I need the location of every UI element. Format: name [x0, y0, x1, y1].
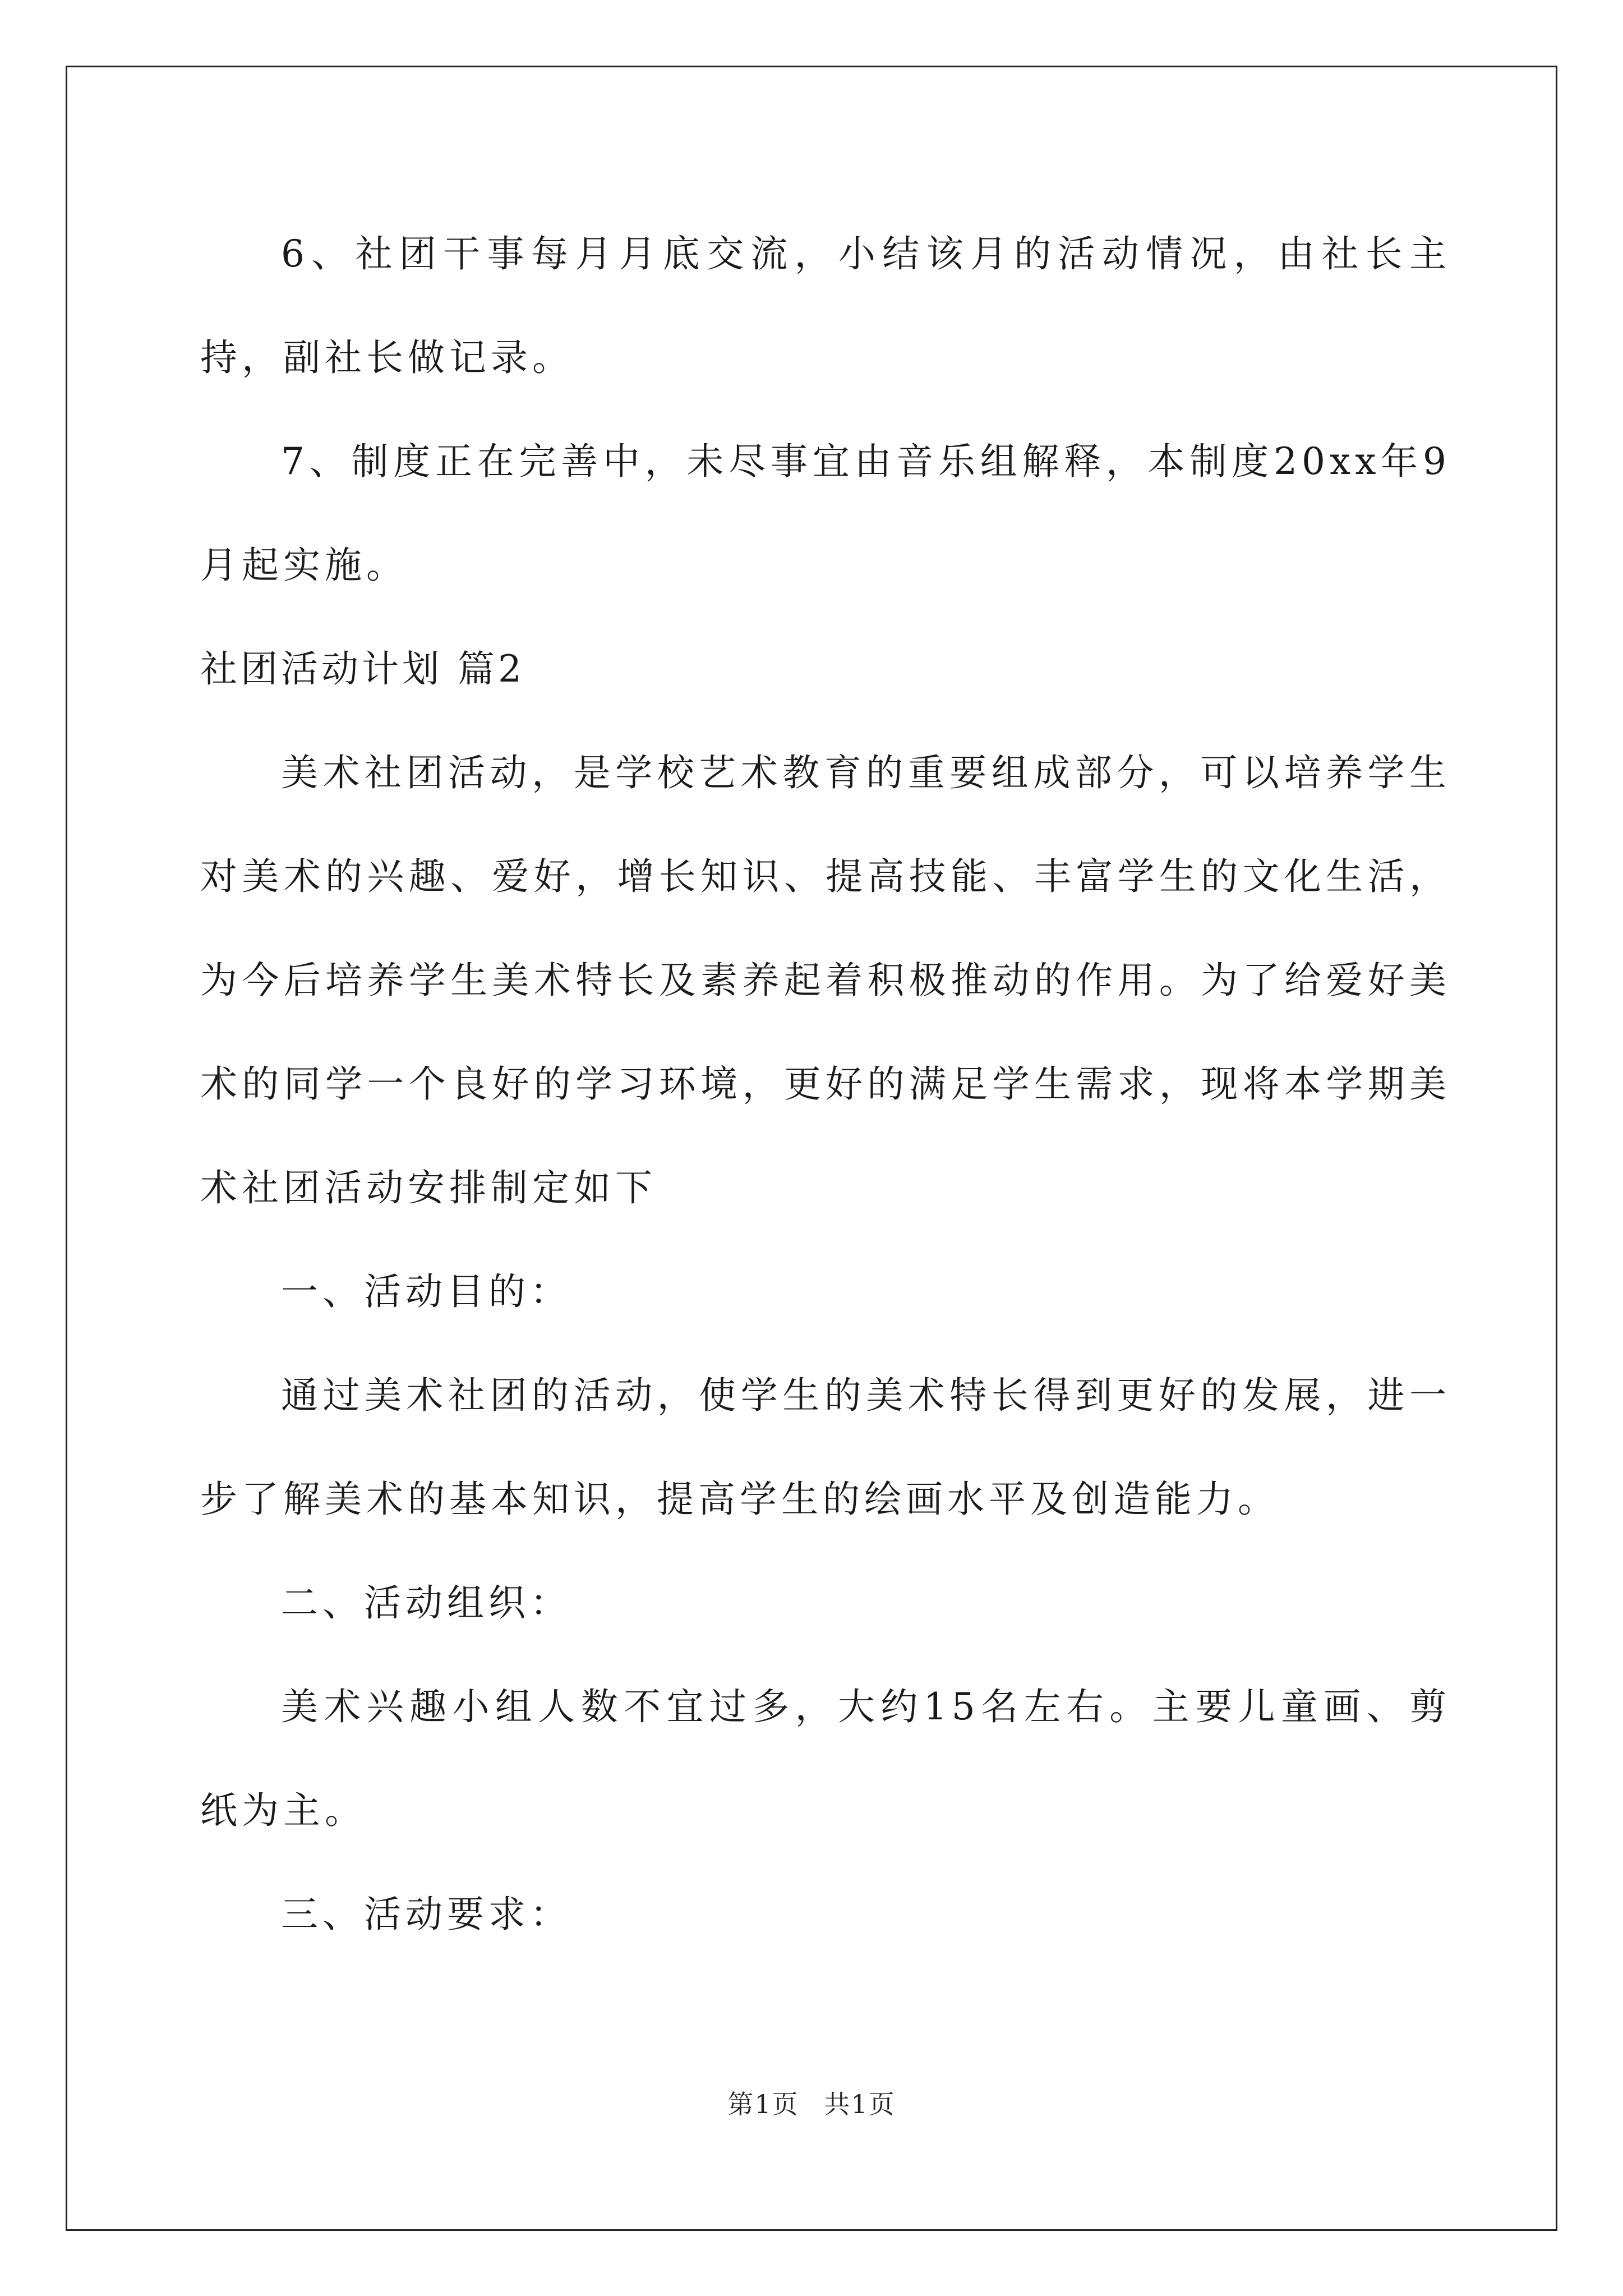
page-number: 第1页 — [727, 2089, 799, 2119]
subheading-organization: 二、活动组织： — [281, 1581, 571, 1625]
subheading-requirements: 三、活动要求： — [281, 1893, 571, 1936]
paragraph-purpose: 通过美术社团的活动，使学生的美术特长得到更好的发展，进一步了解美术的基本知识，提高学生的绘画水平及创造能力。 — [200, 1374, 1451, 1521]
paragraph-intro: 美术社团活动，是学校艺术教育的重要组成部分，可以培养学生对美术的兴趣、爱好，增长知识、提高技能、丰富学生的文化生活，为今后培养学生美术特长及素养起着积极推动的作用。为了给爱好美术的同学一个良好的学习环境，更好的满足学生需求，现将本学期美术社团活动安排制定如下 — [200, 751, 1451, 1209]
document-body — [200, 202, 1451, 1966]
paragraph-item-7: 7、制度正在完善中，未尽事宜由音乐组解释，本制度20xx年9月起实施。 — [200, 440, 1451, 587]
subheading-purpose: 一、活动目的： — [281, 1270, 571, 1313]
paragraph-organization: 美术兴趣小组人数不宜过多，大约15名左右。主要儿童画、剪纸为主。 — [200, 1685, 1451, 1832]
page-total: 共1页 — [824, 2089, 896, 2119]
paragraph-item-6: 6、社团干事每月月底交流，小结该月的活动情况，由社长主持，副社长做记录。 — [200, 232, 1451, 379]
section-heading: 社团活动计划 篇2 — [200, 647, 525, 691]
page-footer — [0, 2084, 1623, 2121]
